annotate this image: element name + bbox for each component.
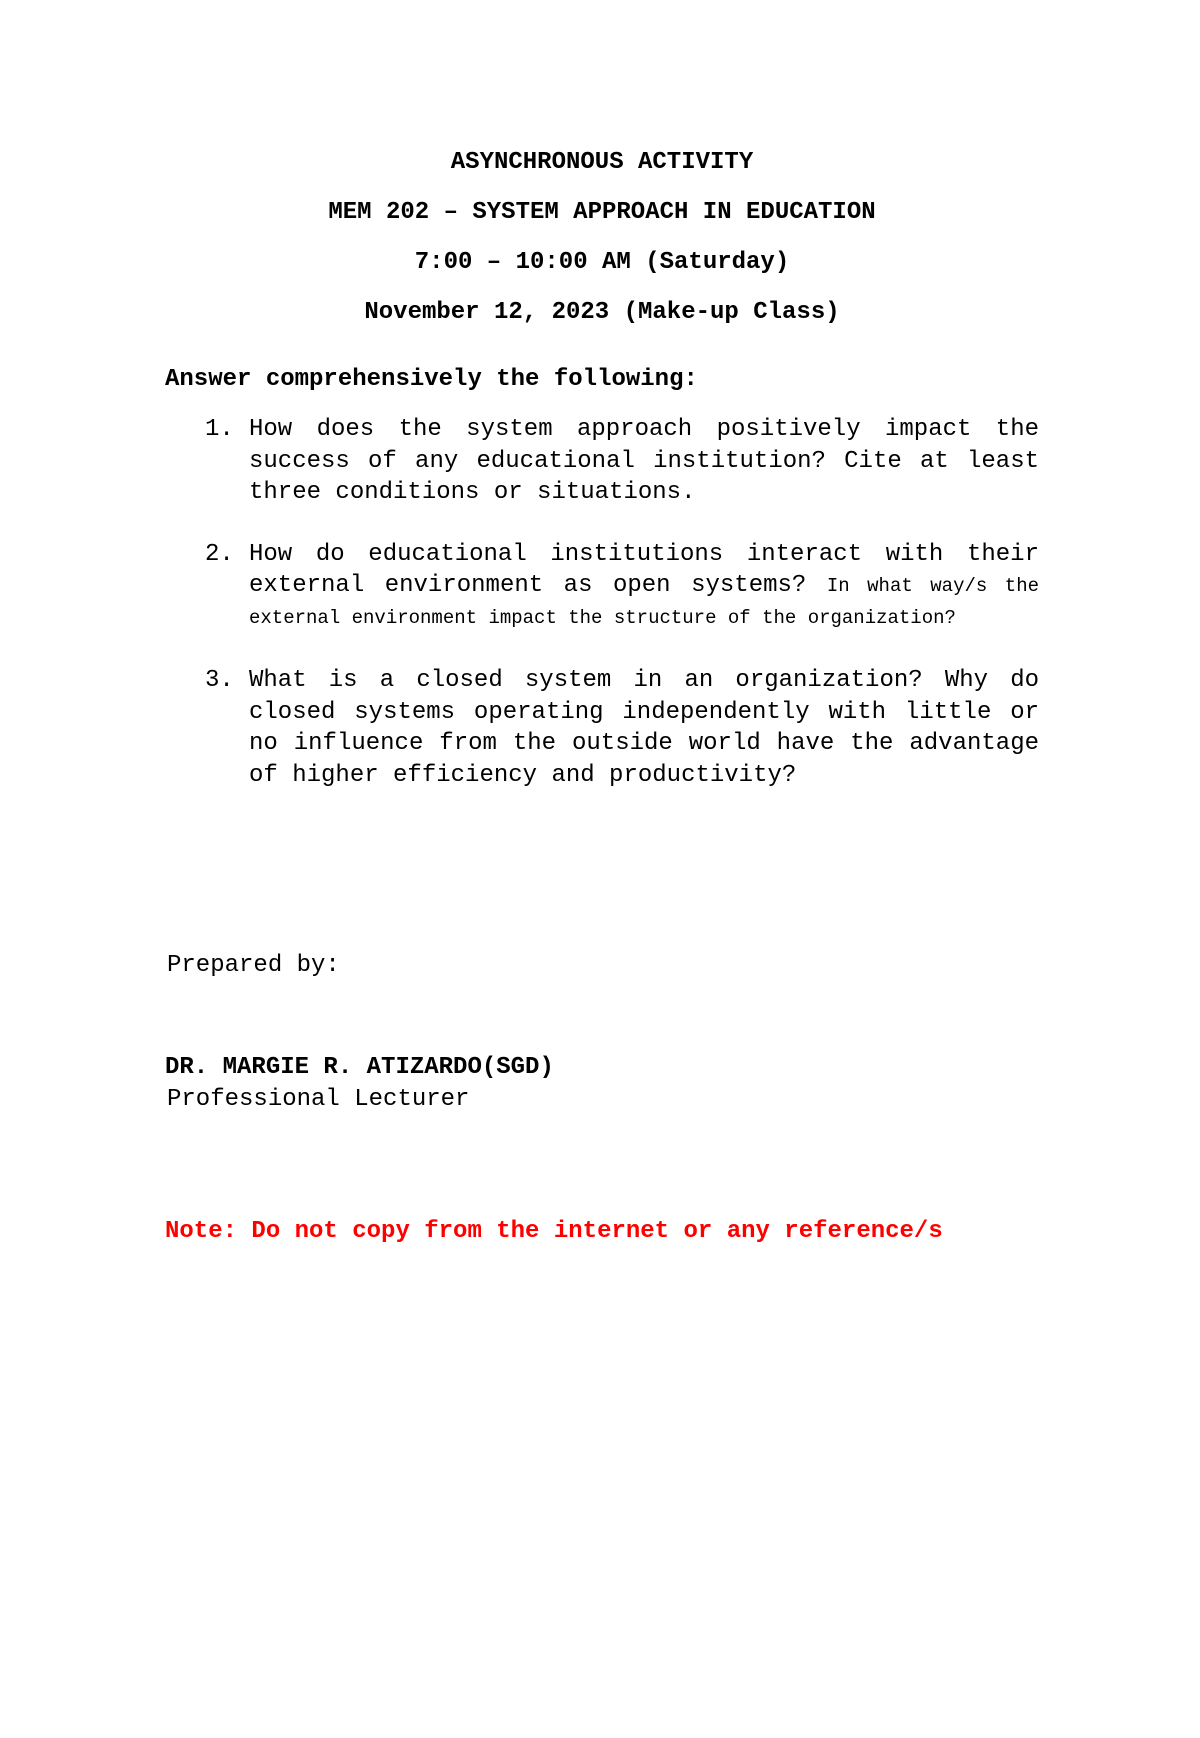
- question-text: What is a closed system in an organization? Why do closed systems operating independently with little or no influence from the outside world have the advantage of higher efficiency and productivity?: [249, 667, 1039, 789]
- question-list: [165, 414, 1039, 791]
- document-title: ASYNCHRONOUS ACTIVITY: [450, 149, 754, 176]
- question-item: [165, 539, 1039, 634]
- question-text: How does the system approach positively impact the success of any educational institution? Cite at least three conditions or situations.: [249, 416, 1039, 506]
- question-number: 3.: [205, 667, 234, 694]
- class-date: November 12, 2023 (Make-up Class): [364, 299, 840, 326]
- class-time: 7:00 – 10:00 AM (Saturday): [414, 249, 790, 276]
- preparer-role: Professional Lecturer: [167, 1086, 470, 1113]
- warning-note: Note: Do not copy from the internet or any reference/s: [165, 1218, 943, 1245]
- question-text-small: In what way/s the external environment impact the structure of the organization?: [249, 575, 1039, 629]
- question-item: [165, 665, 1039, 791]
- course-title: MEM 202 – SYSTEM APPROACH IN EDUCATION: [328, 199, 876, 226]
- question-number: 1.: [205, 416, 234, 443]
- question-number: 2.: [205, 540, 234, 568]
- prepared-by-label: Prepared by:: [167, 952, 340, 979]
- instruction-text: Answer comprehensively the following:: [165, 366, 698, 393]
- preparer-name: DR. MARGIE R. ATIZARDO(SGD): [165, 1054, 554, 1081]
- question-item: [165, 414, 1039, 509]
- question-text: How do educational institutions interact with their external environment as open systems?: [249, 540, 1039, 599]
